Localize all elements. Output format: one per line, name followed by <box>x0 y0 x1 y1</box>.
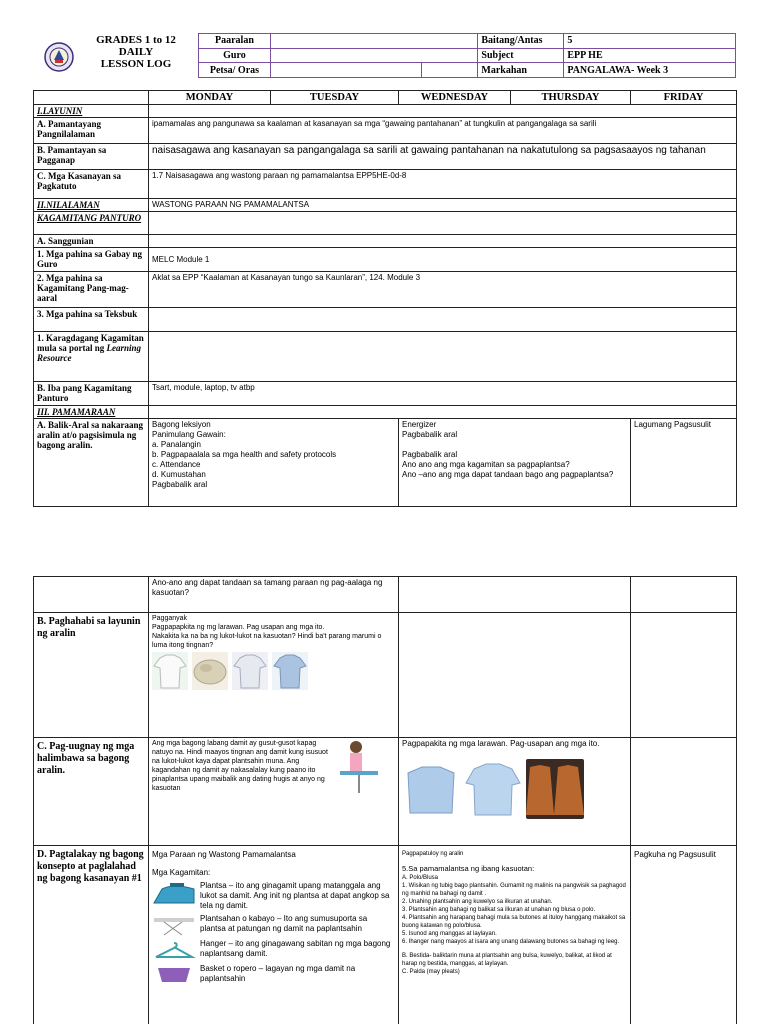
balik-aral-friday: Lagumang Pagsusulit <box>631 419 737 507</box>
pagtalakay-friday: Pagkuha ng Pagsusulit <box>631 846 737 1024</box>
subject-value: EPP HE <box>564 48 736 63</box>
continued-monday: Ano-ano ang dapat tandaan sa tamang paraan ng pag-aalaga ng kasuotan? <box>149 577 399 613</box>
section-layunin: I.LAYUNIN <box>34 105 149 118</box>
material-plantsa <box>152 881 395 911</box>
text-line: Pagbabalik aral <box>402 450 458 459</box>
empty-cell <box>149 332 737 382</box>
section-kagamitan: KAGAMITANG PANTURO <box>34 212 149 235</box>
paghahabi-monday <box>149 613 399 738</box>
label-paghahabi: B. Paghahabi sa layunin ng aralin <box>34 613 149 738</box>
label-karagdagang <box>34 332 149 382</box>
folded-blue-shirt-image <box>402 759 460 819</box>
section-nilalaman: II.NILALAMAN <box>34 199 149 212</box>
teacher-value <box>270 48 477 63</box>
text-line: C. Palda (may pleats) <box>402 969 460 975</box>
day-friday: FRIDAY <box>631 91 737 105</box>
ironed-blue-shirt-image <box>464 759 522 819</box>
label-pag-uugnay: C. Pag-uugnay ng mga halimbawa sa bagong aralin. <box>34 738 149 846</box>
empty-cell <box>149 105 737 118</box>
text-line: Pagbabalik aral <box>152 480 208 489</box>
crumpled-clothes-image <box>192 652 228 690</box>
basket-icon <box>152 964 196 982</box>
material-text: Basket o ropero – lagayan ng mga damit na paplantsahin <box>200 964 356 983</box>
brown-dresses-image <box>526 759 584 819</box>
label-pagganap: B. Pamantayan sa Pagganap <box>34 144 149 170</box>
quarter-label: Markahan <box>478 63 564 78</box>
text-line: Nakakita ka na ba ng lukot-lukot na kasuotan? Hindi ba't parang marumi o luma itong tingnan? <box>152 633 382 649</box>
label-iba: B. Iba pang Kagamitang Panturo <box>34 382 149 406</box>
material-plantsahan <box>152 914 395 936</box>
header-info-table <box>198 33 736 78</box>
school-label: Paaralan <box>199 34 271 49</box>
spacer <box>402 440 627 450</box>
value-pamantayang: ipamamalas ang pangunawa sa kaalaman at kasanayan sa mga “gawaing pantahanan” at tungkulin at pangangalaga sa sarili <box>149 118 737 144</box>
text-line: Pagganyak <box>152 615 188 622</box>
text-line: Mga Kagamitan: <box>152 868 211 877</box>
text-line: 5.Sa pamamalantsa ng ibang kasuotan: <box>402 864 535 873</box>
section-pamamaraan: III. PAMAMARAAN <box>34 406 149 419</box>
text-line: d. Kumustahan <box>152 470 206 479</box>
material-basket <box>152 964 395 984</box>
blue-shirt-image <box>272 652 308 690</box>
title-line: DAILY <box>118 46 154 58</box>
empty-cell <box>631 577 737 613</box>
title-line: GRADES 1 to 12 <box>96 34 176 46</box>
text-line: 2. Unahing plantsahin ang kuwelyo sa ilkuran at unahan. <box>402 899 553 905</box>
empty-cell <box>631 738 737 846</box>
label-pamantayang: A. Pamantayang Pangnilalaman <box>34 118 149 144</box>
text-line: 3. Plantsahin ang bahagi ng balikat sa ilkuran at unahan ng blusa o polo. <box>402 907 596 913</box>
value-kagamitang: Aklat sa EPP “Kaalaman at Kasanayan tungo sa Kaunlaran”, 124. Module 3 <box>149 272 737 308</box>
karagdagang-text: 1. Karagdagang Kagamitan mula sa portal ng <box>37 333 144 353</box>
date-label: Petsa/ Oras <box>199 63 271 78</box>
grade-value: 5 <box>564 34 736 49</box>
text-line: Mga Paraan ng Wastong Pamamalantsa <box>152 850 296 859</box>
text-line: b. Pagpapaalala sa mga health and safety protocols <box>152 450 337 459</box>
text-line: A. Polo/Blusa <box>402 875 439 881</box>
text-line: 4. Plantsahin ang harapang bahagi mula sa butones at ituloy hanggang makaikot sa buong katawan ng polo/blusa. <box>402 915 626 929</box>
day-tuesday: TUESDAY <box>271 91 399 105</box>
label-kasanayan: C. Mga Kasanayan sa Pagkatuto <box>34 170 149 199</box>
grade-label: Baitang/Antas <box>478 34 564 49</box>
text-line: Pagpapapkita ng mg larawan. Pag usapan ang mga ito. <box>152 624 325 631</box>
text-line: 6. Ihanger nang maayos at isara ang unang dalawang butones sa bahagi ng leeg. <box>402 939 620 945</box>
empty-cell <box>149 235 737 248</box>
karagdagang-italic: Learning Resource <box>37 343 142 363</box>
date-value <box>270 63 477 78</box>
text-line: 1. Wisikan ng tubig bago plantsahin. Gumamit ng malinis na pangwisik sa paghagod ng manhid na bahagi ng damit . <box>402 883 626 897</box>
label-kagamitang: 2. Mga pahina sa Kagamitang Pang-mag-aaral <box>34 272 149 308</box>
empty-cell <box>631 613 737 738</box>
value-pagganap: naisasagawa ang kasanayan sa pangangalaga sa sarili at gawaing pantahanan na nakatutulong sa pagsasaayos ng tahanan <box>149 144 737 170</box>
day-monday: MONDAY <box>149 91 271 105</box>
empty-cell <box>149 308 737 332</box>
material-hanger <box>152 939 395 961</box>
pag-uugnay-text: Ang mga bagong labang damit ay gusut-gusot kapag natuyo na. Hindi maayos tingnan ang damit kung isusuot na lukot-lukot kaya dapat plantsahin muna. Ang kagandahan ng damit ay nakasalalay kung paano ito pinaplantsa upang maibalik ang dating hugis at anyo ng kasuotan <box>152 740 328 792</box>
text-line: a. Panalangin <box>152 440 201 449</box>
pagtalakay-monday <box>149 846 399 1024</box>
ironing-board-icon <box>152 914 196 936</box>
text-line: c. Attendance <box>152 460 201 469</box>
label-teksbuk: 3. Mga pahina sa Teksbuk <box>34 308 149 332</box>
text-line: 5. Isunod ang manggas at laylayan. <box>402 931 497 937</box>
text-line: Ano –ano ang mga dapat tandaan bago ang pagpaplantsa? <box>402 470 614 479</box>
hanger-icon <box>152 939 196 961</box>
value-gabay: MELC Module 1 <box>149 248 737 272</box>
pag-uugnay-wednesday <box>399 738 631 846</box>
wrinkled-shirt-image <box>232 652 268 690</box>
text-line: Bagong leksiyon <box>152 420 211 429</box>
lesson-table-page2 <box>33 576 737 1024</box>
material-text: Plantsahan o kabayo – Ito ang sumusuporta sa plantsa at patungan ng damit na paplantsahin <box>200 914 368 933</box>
value-kasanayan: 1.7 Naisasagawa ang wastong paraan ng pamamalantsa EPP5HE-0d-8 <box>149 170 737 199</box>
balik-aral-wednesday <box>399 419 631 507</box>
text-line: Pagpapatuloy ng aralin <box>402 851 464 857</box>
material-text: Hanger – ito ang ginagawang sabitan ng mga bagong naplantsang damit. <box>200 939 391 958</box>
label-pagtalakay: D. Pagtalakay ng bagong konsepto at paglalahad ng bagong kasanayan #1 <box>34 846 149 1024</box>
text-line: Pagpapakita ng mga larawan. Pag-usapan ang mga ito. <box>402 739 600 748</box>
empty-cell <box>34 577 149 613</box>
subject-label: Subject <box>478 48 564 63</box>
clothes-photos <box>402 759 627 819</box>
wrinkled-clothes-images <box>152 652 395 690</box>
quarter-value: PANGALAWA- Week 3 <box>564 63 736 78</box>
text-line: Energizer <box>402 420 437 429</box>
value-nilalaman: WASTONG PARAAN NG PAMAMALANTSA <box>149 199 737 212</box>
text-line: Panimulang Gawain: <box>152 430 226 439</box>
text-line: Ano ano ang mga kagamitan sa pagpaplantsa? <box>402 460 570 469</box>
lesson-log-title <box>76 34 196 70</box>
empty-cell <box>399 577 631 613</box>
teacher-label: Guro <box>199 48 271 63</box>
label-sanggunian: A. Sanggunian <box>34 235 149 248</box>
empty-cell <box>149 406 737 419</box>
text-line: B. Bestida- baliktarin muna at plantsahin ang bulsa, kuwelyo, balikat, at likod at harap ng bestida, manggas, at laylayan. <box>402 953 612 967</box>
text-line: Pagbabalik aral <box>402 430 458 439</box>
deped-seal-icon <box>44 36 74 78</box>
pag-uugnay-monday <box>149 738 399 846</box>
school-value <box>270 34 477 49</box>
ironing-woman-image <box>336 739 382 795</box>
empty-cell <box>149 212 737 235</box>
white-shirt-image <box>152 652 188 690</box>
iron-icon <box>152 881 196 907</box>
day-thursday: THURSDAY <box>511 91 631 105</box>
title-line: LESSON LOG <box>100 58 172 70</box>
empty-cell <box>399 613 631 738</box>
label-gabay: 1. Mga pahina sa Gabay ng Guro <box>34 248 149 272</box>
day-wednesday: WEDNESDAY <box>399 91 511 105</box>
lesson-table-page1 <box>33 90 737 507</box>
corner-cell <box>34 91 149 105</box>
balik-aral-monday <box>149 419 399 507</box>
label-balik-aral: A. Balik-Aral sa nakaraang aralin at/o pagsisimula ng bagong aralin. <box>34 419 149 507</box>
pagtalakay-wednesday <box>399 846 631 1024</box>
material-text: Plantsa – ito ang ginagamit upang matanggala ang lukot sa damit. Ang init ng plantsa at dapat angkop sa tela ng damit. <box>200 881 390 910</box>
value-iba: Tsart, module, laptop, tv atbp <box>149 382 737 406</box>
